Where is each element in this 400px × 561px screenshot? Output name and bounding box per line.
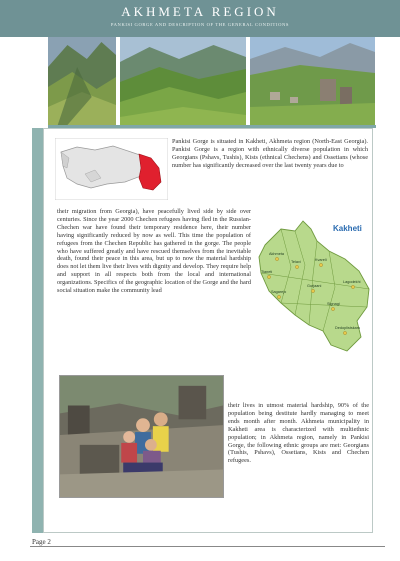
map-title: Kakheti bbox=[333, 224, 362, 233]
map-label: Akhmeta bbox=[269, 252, 284, 256]
map-label: Sagarejo bbox=[271, 290, 287, 294]
header-banner bbox=[0, 0, 400, 37]
map-label: Tianeti bbox=[261, 270, 273, 274]
mountain-valley-photo bbox=[48, 37, 118, 125]
footer-rule bbox=[30, 546, 385, 547]
map-label: Gurjaani bbox=[307, 284, 322, 288]
page-number: Page 2 bbox=[32, 538, 51, 546]
map-label: Telavi bbox=[291, 260, 301, 264]
map-label: Kvareli bbox=[315, 258, 327, 262]
georgia-locator-map bbox=[55, 138, 168, 200]
map-label: Signagi bbox=[327, 302, 340, 306]
page-title: AKHMETA REGION bbox=[121, 4, 279, 19]
village-ruins-photo bbox=[250, 37, 375, 125]
intro-paragraph: Pankisi Gorge is situated in Kakheti, Akhmeta region (North-East Georgia). Pankisi Gorge is a region with ethnically diverse population in which Georgians (Pshavs, Tushis), Kists (ethnical Chechens) and Ossetians (whose number has significantly decreased over the last twenty years due to bbox=[172, 138, 368, 169]
green-hills-photo bbox=[120, 37, 248, 125]
map-label: Dedoplistskaro bbox=[335, 326, 361, 330]
side-accent-bar bbox=[32, 128, 43, 533]
kakheti-region-map bbox=[251, 207, 375, 357]
bottom-paragraph: their lives in utmost material hardship, 90% of the population being destitute hardly managing to meet ends month after month. Akhmeta municipality in Kakheti area is characterized with multiethnic population; in Akhmeta region, namely in Pankisi Gorge, the following ethnic groups are met: Georgians (Tushis, Pshavs), Ossetians, Kists and Chechen refugees. bbox=[228, 402, 369, 465]
page-subtitle: PANKISI GORGE AND DESCRIPTION OF THE GENERAL CONDITIONS bbox=[110, 22, 290, 27]
main-paragraph: their migration from Georgia), have peacefully lived side by side over centuries. Since the year 2000 Chechen refugees having fled in the Russian-Chechen war have found their temporary residence here, their number having significantly reduced by now as well. This time the population of refugees from the Chechen Republic has gathered in the gorge. The people who have suffered greatly and have rescued themselves from the inevitable death, found their peace in this area, but up to now the material hardship does not let them live their lives with dignity and develop. They require help and support in all respects both from the local and international organizations. Specifics of the geographic location of the Gorge and the hard social situation make the community lead bbox=[57, 208, 251, 295]
family-photo bbox=[59, 375, 224, 498]
map-label: Lagodekhi bbox=[343, 280, 361, 284]
